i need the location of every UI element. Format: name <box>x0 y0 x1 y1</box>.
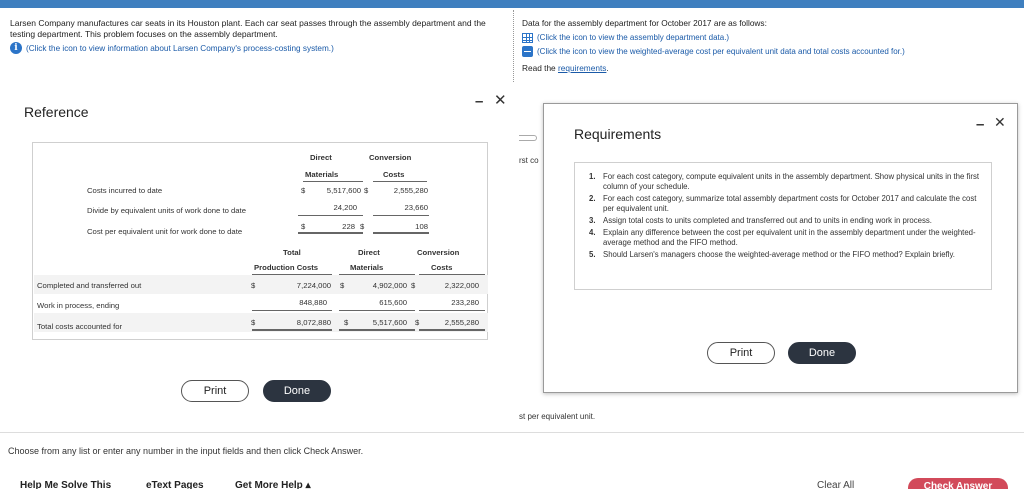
requirements-box <box>574 162 992 290</box>
header-total: Total <box>283 248 301 257</box>
instruction-text: Choose from any list or enter any number in the input fields and then click Check Answer. <box>8 446 364 456</box>
requirement-text: Explain any difference between the cost per equivalent unit in the assembly department under the weighted-average method and the FIFO method. <box>603 228 976 247</box>
info-link[interactable] <box>10 42 505 54</box>
row-label: Costs incurred to date <box>87 186 163 195</box>
requirements-dialog <box>543 103 1018 393</box>
dollar-sign: $ <box>340 281 345 290</box>
background-panel-edge <box>519 135 537 141</box>
value-cell: 7,224,000 <box>296 281 331 290</box>
requirement-item <box>589 250 985 260</box>
requirement-text: For each cost category, compute equivalent units in the assembly department. Show physical units in the first column of your schedule. <box>603 172 980 191</box>
read-prefix: Read the <box>522 63 558 73</box>
background-text-fragment-2: st per equivalent unit. <box>519 412 596 421</box>
dollar-sign: $ <box>301 186 306 195</box>
requirement-number: 5. <box>589 250 596 259</box>
info-link-text[interactable]: (Click the icon to view information about Larsen Company's process-costing system.) <box>26 43 334 53</box>
requirement-item <box>589 228 985 248</box>
requirement-number: 3. <box>589 216 596 225</box>
row-label: Total costs accounted for <box>37 322 123 331</box>
value-cell: 5,517,600 <box>372 318 407 327</box>
document-icon[interactable] <box>522 46 533 57</box>
problem-statement <box>10 18 505 54</box>
value-cell: 23,660 <box>404 203 428 212</box>
header-direct: Direct <box>310 153 332 162</box>
value-cell: 4,902,000 <box>372 281 407 290</box>
row-label: Divide by equivalent units of work done to date <box>87 206 246 215</box>
separator <box>0 432 1024 433</box>
requirement-number: 1. <box>589 172 596 181</box>
value-cell: 5,517,600 <box>326 186 361 195</box>
read-requirements <box>522 63 1017 74</box>
header-materials-2: Materials <box>350 263 384 272</box>
get-more-help-button[interactable]: Get More Help ▴ <box>235 480 311 489</box>
weighted-average-link-text[interactable]: (Click the icon to view the weighted-average cost per equivalent unit data and total costs accounted for.) <box>537 47 905 56</box>
read-suffix: . <box>606 63 609 73</box>
etext-pages-button[interactable]: eText Pages <box>146 480 204 489</box>
requirement-text: Should Larsen's managers choose the weighted-average method or the FIFO method? Explain briefly. <box>603 250 955 259</box>
clear-all-button[interactable]: Clear All <box>817 480 855 489</box>
assembly-data-link-text[interactable]: (Click the icon to view the assembly department data.) <box>537 33 730 42</box>
dollar-sign: $ <box>411 281 416 290</box>
header-production-costs: Production Costs <box>254 263 319 272</box>
row-label: Completed and transferred out <box>37 281 142 290</box>
value-cell: 2,322,000 <box>444 281 479 290</box>
close-icon[interactable]: ✕ <box>994 114 1006 130</box>
info-icon[interactable]: i <box>10 42 22 54</box>
requirement-item <box>589 216 985 226</box>
assembly-data-link[interactable] <box>522 32 1017 43</box>
header-materials: Materials <box>305 170 339 179</box>
requirement-item <box>589 194 985 214</box>
dollar-sign: $ <box>364 186 369 195</box>
reference-done-button[interactable]: Done <box>263 380 331 402</box>
check-answer-button[interactable]: Check Answer <box>908 478 1008 489</box>
header-direct-2: Direct <box>358 248 380 257</box>
header-costs: Costs <box>383 170 405 179</box>
top-bar <box>0 0 1024 8</box>
value-cell: 233,280 <box>451 298 479 307</box>
table-icon[interactable] <box>522 33 533 43</box>
value-cell: 2,555,280 <box>444 318 479 327</box>
value-cell: 24,200 <box>333 203 357 212</box>
header-conversion-2: Conversion <box>417 248 460 257</box>
dollar-sign: $ <box>344 318 349 327</box>
requirements-link[interactable]: requirements <box>557 63 607 73</box>
data-intro: Data for the assembly department for October 2017 are as follows: <box>522 18 767 28</box>
bottom-toolbar <box>0 478 1024 489</box>
value-cell: 848,880 <box>299 298 327 307</box>
requirement-number: 4. <box>589 228 596 237</box>
row-label: Work in process, ending <box>37 301 120 310</box>
problem-text: Larsen Company manufactures car seats in its Houston plant. Each car seat passes through the assembly department and the testing department. This problem focuses on the assembly department. <box>10 18 486 39</box>
row-label: Cost per equivalent unit for work done to date <box>87 227 243 236</box>
header-conversion: Conversion <box>369 153 412 162</box>
value-cell: 2,555,280 <box>393 186 428 195</box>
header-costs-2: Costs <box>431 263 453 272</box>
reference-title: Reference <box>24 104 89 120</box>
value-cell: 228 <box>342 222 355 231</box>
data-panel <box>522 18 1017 74</box>
dollar-sign: $ <box>301 222 306 231</box>
minimize-icon[interactable]: – <box>976 116 985 133</box>
value-cell: 108 <box>415 222 428 231</box>
vertical-divider <box>513 10 514 82</box>
requirement-item <box>589 172 985 192</box>
requirements-list <box>589 172 985 262</box>
requirements-title: Requirements <box>574 126 662 142</box>
requirement-text: Assign total costs to units completed and transferred out and to units in ending work in process. <box>603 216 932 225</box>
requirement-text: For each cost category, summarize total assembly department costs for October 2017 and calculate the cost per equivalent unit. <box>603 194 977 213</box>
help-me-solve-button[interactable]: Help Me Solve This <box>20 480 112 489</box>
dollar-sign: $ <box>360 222 365 231</box>
requirement-number: 2. <box>589 194 596 203</box>
close-icon[interactable]: ✕ <box>494 92 507 109</box>
reference-table <box>32 142 488 340</box>
reference-print-button[interactable]: Print <box>181 380 249 402</box>
requirements-done-button[interactable]: Done <box>788 342 856 364</box>
dollar-sign: $ <box>251 318 256 327</box>
minimize-icon[interactable]: – <box>475 93 484 110</box>
reference-dialog <box>8 88 516 418</box>
dollar-sign: $ <box>415 318 420 327</box>
background-text-fragment: rst co <box>519 156 539 165</box>
weighted-average-link[interactable] <box>522 46 1017 57</box>
value-cell: 615,600 <box>379 298 407 307</box>
requirements-print-button[interactable]: Print <box>707 342 775 364</box>
dollar-sign: $ <box>251 281 256 290</box>
value-cell: 8,072,880 <box>296 318 331 327</box>
